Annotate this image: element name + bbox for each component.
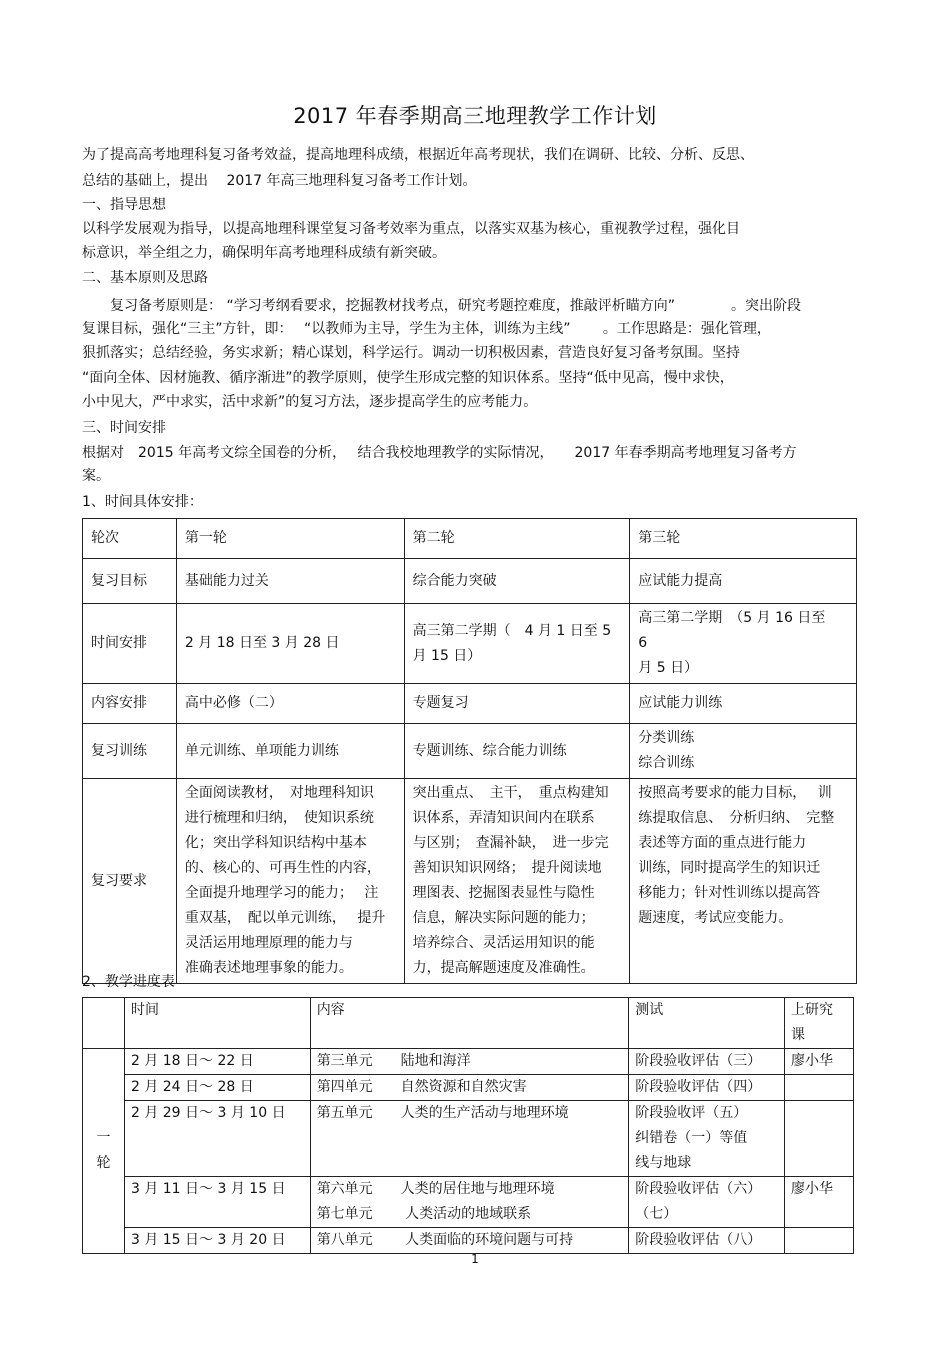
subsection-heading: 2、教学进度表 <box>82 974 175 990</box>
round-label <box>83 1049 125 1254</box>
table-row <box>83 998 854 1049</box>
table-cell: 复习要求 <box>83 779 177 984</box>
table-row <box>83 684 857 724</box>
paragraph-line: 案。 <box>82 468 110 484</box>
cell-line: 题速度，考试应变能力。 <box>638 910 793 926</box>
table-row <box>83 1101 854 1177</box>
table-cell: 专题训练、综合能力训练 <box>404 724 630 779</box>
table-cell <box>630 779 857 984</box>
table-cell: 2 月 29 日～ 3 月 10 日 <box>124 1101 310 1177</box>
table-cell: 时间安排 <box>83 604 177 684</box>
table-cell: 第三单元 陆地和海洋 <box>310 1049 629 1075</box>
cell-line: （七） <box>635 1206 678 1222</box>
progress-table <box>82 997 854 1254</box>
cell-line: 移能力；针对性训练以提高答 <box>638 885 821 901</box>
table-cell: 廖小华 <box>785 1177 854 1228</box>
cell-line: 准确表述地理事象的能力。 <box>184 960 353 976</box>
table-header-cell: 第一轮 <box>176 519 404 559</box>
subsection-heading: 1、时间具体安排： <box>82 494 203 510</box>
section-heading: 二、基本原则及思路 <box>82 270 208 286</box>
section-heading: 三、时间安排 <box>82 420 166 436</box>
table-cell: 廖小华 <box>785 1049 854 1075</box>
cell-line: 高三第二学期（ 4 月 1 日至 5 <box>412 622 612 639</box>
cell-line: 培养综合、灵活运用知识的能 <box>412 935 595 951</box>
table-cell: 阶段验收评估（八） <box>629 1228 785 1254</box>
table-cell: 第八单元 人类面临的环境问题与可持 <box>310 1228 629 1254</box>
paragraph-line: 标意识，举全组之力，确保明年高考地理科成绩有新突破。 <box>82 245 446 261</box>
table-cell <box>630 724 857 779</box>
cell-line: 灵活运用地理原理的能力与 <box>184 935 353 951</box>
cell-line: 轮 <box>96 1155 111 1171</box>
cell-line: 表述等方面的重点进行能力 <box>638 835 807 851</box>
table-cell <box>176 779 404 984</box>
page-number: 1 <box>471 1252 479 1266</box>
table-cell: 复习目标 <box>83 559 177 604</box>
cell-line: 按照高考要求的能力目标， 训 <box>638 785 832 801</box>
table-cell: 单元训练、单项能力训练 <box>176 724 404 779</box>
cell-line: 训练，同时提高学生的知识迁 <box>638 860 821 876</box>
table-row <box>83 779 857 984</box>
cell-line: 分类训练 <box>638 730 695 746</box>
table-row <box>83 604 857 684</box>
table-cell <box>310 1177 629 1228</box>
cell-line: 善知识知识网络； 提升阅读地 <box>412 860 602 876</box>
table-cell: 复习训练 <box>83 724 177 779</box>
table-cell: 第五单元 人类的生产活动与地理环境 <box>310 1101 629 1177</box>
table-cell: 内容安排 <box>83 684 177 724</box>
cell-line: 进行梳理和归纳， 使知识系统 <box>184 810 374 826</box>
table-row <box>83 519 857 559</box>
table-header-cell: 第二轮 <box>404 519 630 559</box>
cell-line: 全面阅读教材， 对地理科知识 <box>184 785 374 801</box>
cell-line: 综合训练 <box>638 755 695 771</box>
table-cell <box>785 1228 854 1254</box>
intro-line: 为了提高高考地理科复习备考效益，提高地理科成绩，根据近年高考现状，我们在调研、比较、分析、反思、 <box>82 147 754 163</box>
table-row <box>83 1177 854 1228</box>
paragraph-line: 根据对 2015 年高考文综全国卷的分析， 结合我校地理教学的实际情况， 2017 年春季期高考地理复习备考方 <box>82 445 797 461</box>
section-heading: 一、指导思想 <box>82 197 166 213</box>
table-header-cell: 时间 <box>124 998 310 1049</box>
cell-line: 线与地球 <box>635 1155 692 1171</box>
table-cell <box>404 604 630 684</box>
table-cell: 阶段验收评估（四） <box>629 1075 785 1101</box>
table-header-cell: 内容 <box>310 998 629 1049</box>
cell-line: 高三第二学期 （5 月 16 日至 6 <box>638 610 840 651</box>
cell-line: 一 <box>96 1130 111 1146</box>
paragraph-line: 以科学发展观为指导，以提高地理科课堂复习备考效率为重点，以落实双基为核心，重视教学过程，强化目 <box>82 221 740 237</box>
cell-line: 的、核心的、可再生性的内容， <box>184 860 381 876</box>
table-cell: 基础能力过关 <box>176 559 404 604</box>
cell-line: 重双基， 配以单元训练， 提升 <box>184 910 386 926</box>
table-cell: 综合能力突破 <box>404 559 630 604</box>
table-cell: 应试能力训练 <box>630 684 857 724</box>
cell-line: 阶段验收评（五） <box>635 1105 748 1121</box>
table-row <box>83 724 857 779</box>
paragraph-line: 小中见大，严中求实，活中求新”的复习方法，逐步提高学生的应考能力。 <box>82 394 538 410</box>
table-row <box>83 559 857 604</box>
cell-line: 月 5 日） <box>638 660 699 676</box>
cell-line: 全面提升地理学习的能力； 注 <box>184 885 379 901</box>
table-cell <box>404 779 630 984</box>
cell-line: 识体系，弄清知识间内在联系 <box>412 810 595 826</box>
table-cell: 3 月 11 日～ 3 月 15 日 <box>124 1177 310 1228</box>
cell-line: 第七单元 人类活动的地域联系 <box>316 1206 532 1222</box>
table-cell: 2 月 18 日至 3 月 28 日 <box>176 604 404 684</box>
table-cell: 阶段验收评估（三） <box>629 1049 785 1075</box>
page-title: 2017 年春季期高三地理教学工作计划 <box>293 104 657 128</box>
cell-line: 化；突出学科知识结构中基本 <box>184 835 367 851</box>
intro-line: 总结的基础上，提出 2017 年高三地理科复习备考工作计划。 <box>82 173 477 189</box>
paragraph-line: 复课目标，强化“三主”方针，即： “以教师为主导，学生为主体，训练为主线” 。工作思路是：强化管理， <box>82 321 771 337</box>
cell-line: 第六单元 人类的居住地与地理环境 <box>316 1181 555 1197</box>
table-header-cell: 第三轮 <box>630 519 857 559</box>
cell-line: 信息，解决实际问题的能力； <box>412 910 595 926</box>
cell-line: 月 15 日） <box>412 647 482 664</box>
table-cell <box>629 1101 785 1177</box>
table-header-cell: 测试 <box>629 998 785 1049</box>
cell-line: 练提取信息、 分析归纳、 完整 <box>638 810 835 826</box>
cell-line: 突出重点、 主干， 重点构建知 <box>412 785 609 801</box>
table-header-cell: 轮次 <box>83 519 177 559</box>
table-row <box>83 1228 854 1254</box>
table-cell: 高中必修（二） <box>176 684 404 724</box>
table-row <box>83 1075 854 1101</box>
table-cell: 2 月 18 日～ 22 日 <box>124 1049 310 1075</box>
cell-line: 纠错卷（一）等值 <box>635 1130 748 1146</box>
table-cell: 2 月 24 日～ 28 日 <box>124 1075 310 1101</box>
table-cell: 应试能力提高 <box>630 559 857 604</box>
cell-line: 阶段验收评估（六） <box>635 1181 762 1197</box>
table-cell: 第四单元 自然资源和自然灾害 <box>310 1075 629 1101</box>
table-cell: 专题复习 <box>404 684 630 724</box>
table-cell <box>630 604 857 684</box>
table-header-cell: 上研究课 <box>785 998 854 1049</box>
table-cell: 3 月 15 日～ 3 月 20 日 <box>124 1228 310 1254</box>
table-header-cell <box>83 998 125 1049</box>
table-cell <box>785 1101 854 1177</box>
cell-line: 理图表、挖掘图表显性与隐性 <box>412 885 595 901</box>
cell-line: 与区别； 查漏补缺， 进一步完 <box>412 835 609 851</box>
table-cell <box>785 1075 854 1101</box>
table-cell <box>629 1177 785 1228</box>
paragraph-line: “面向全体、因材施教、循序渐进”的教学原则，使学生形成完整的知识体系。坚持“低中见高，慢中求快， <box>82 370 734 386</box>
paragraph-line: 狠抓落实；总结经验，务实求新；精心谋划，科学运行。调动一切积极因素，营造良好复习备考氛围。坚持 <box>82 345 740 361</box>
cell-line: 力，提高解题速度及准确性。 <box>412 960 595 976</box>
table-row <box>83 1049 854 1075</box>
schedule-table <box>82 518 857 984</box>
paragraph-line: 复习备考原则是： “学习考纲看要求，挖掘教材找考点，研究考题控难度，推敲评析瞄方向” 。突出阶段 <box>82 298 801 314</box>
